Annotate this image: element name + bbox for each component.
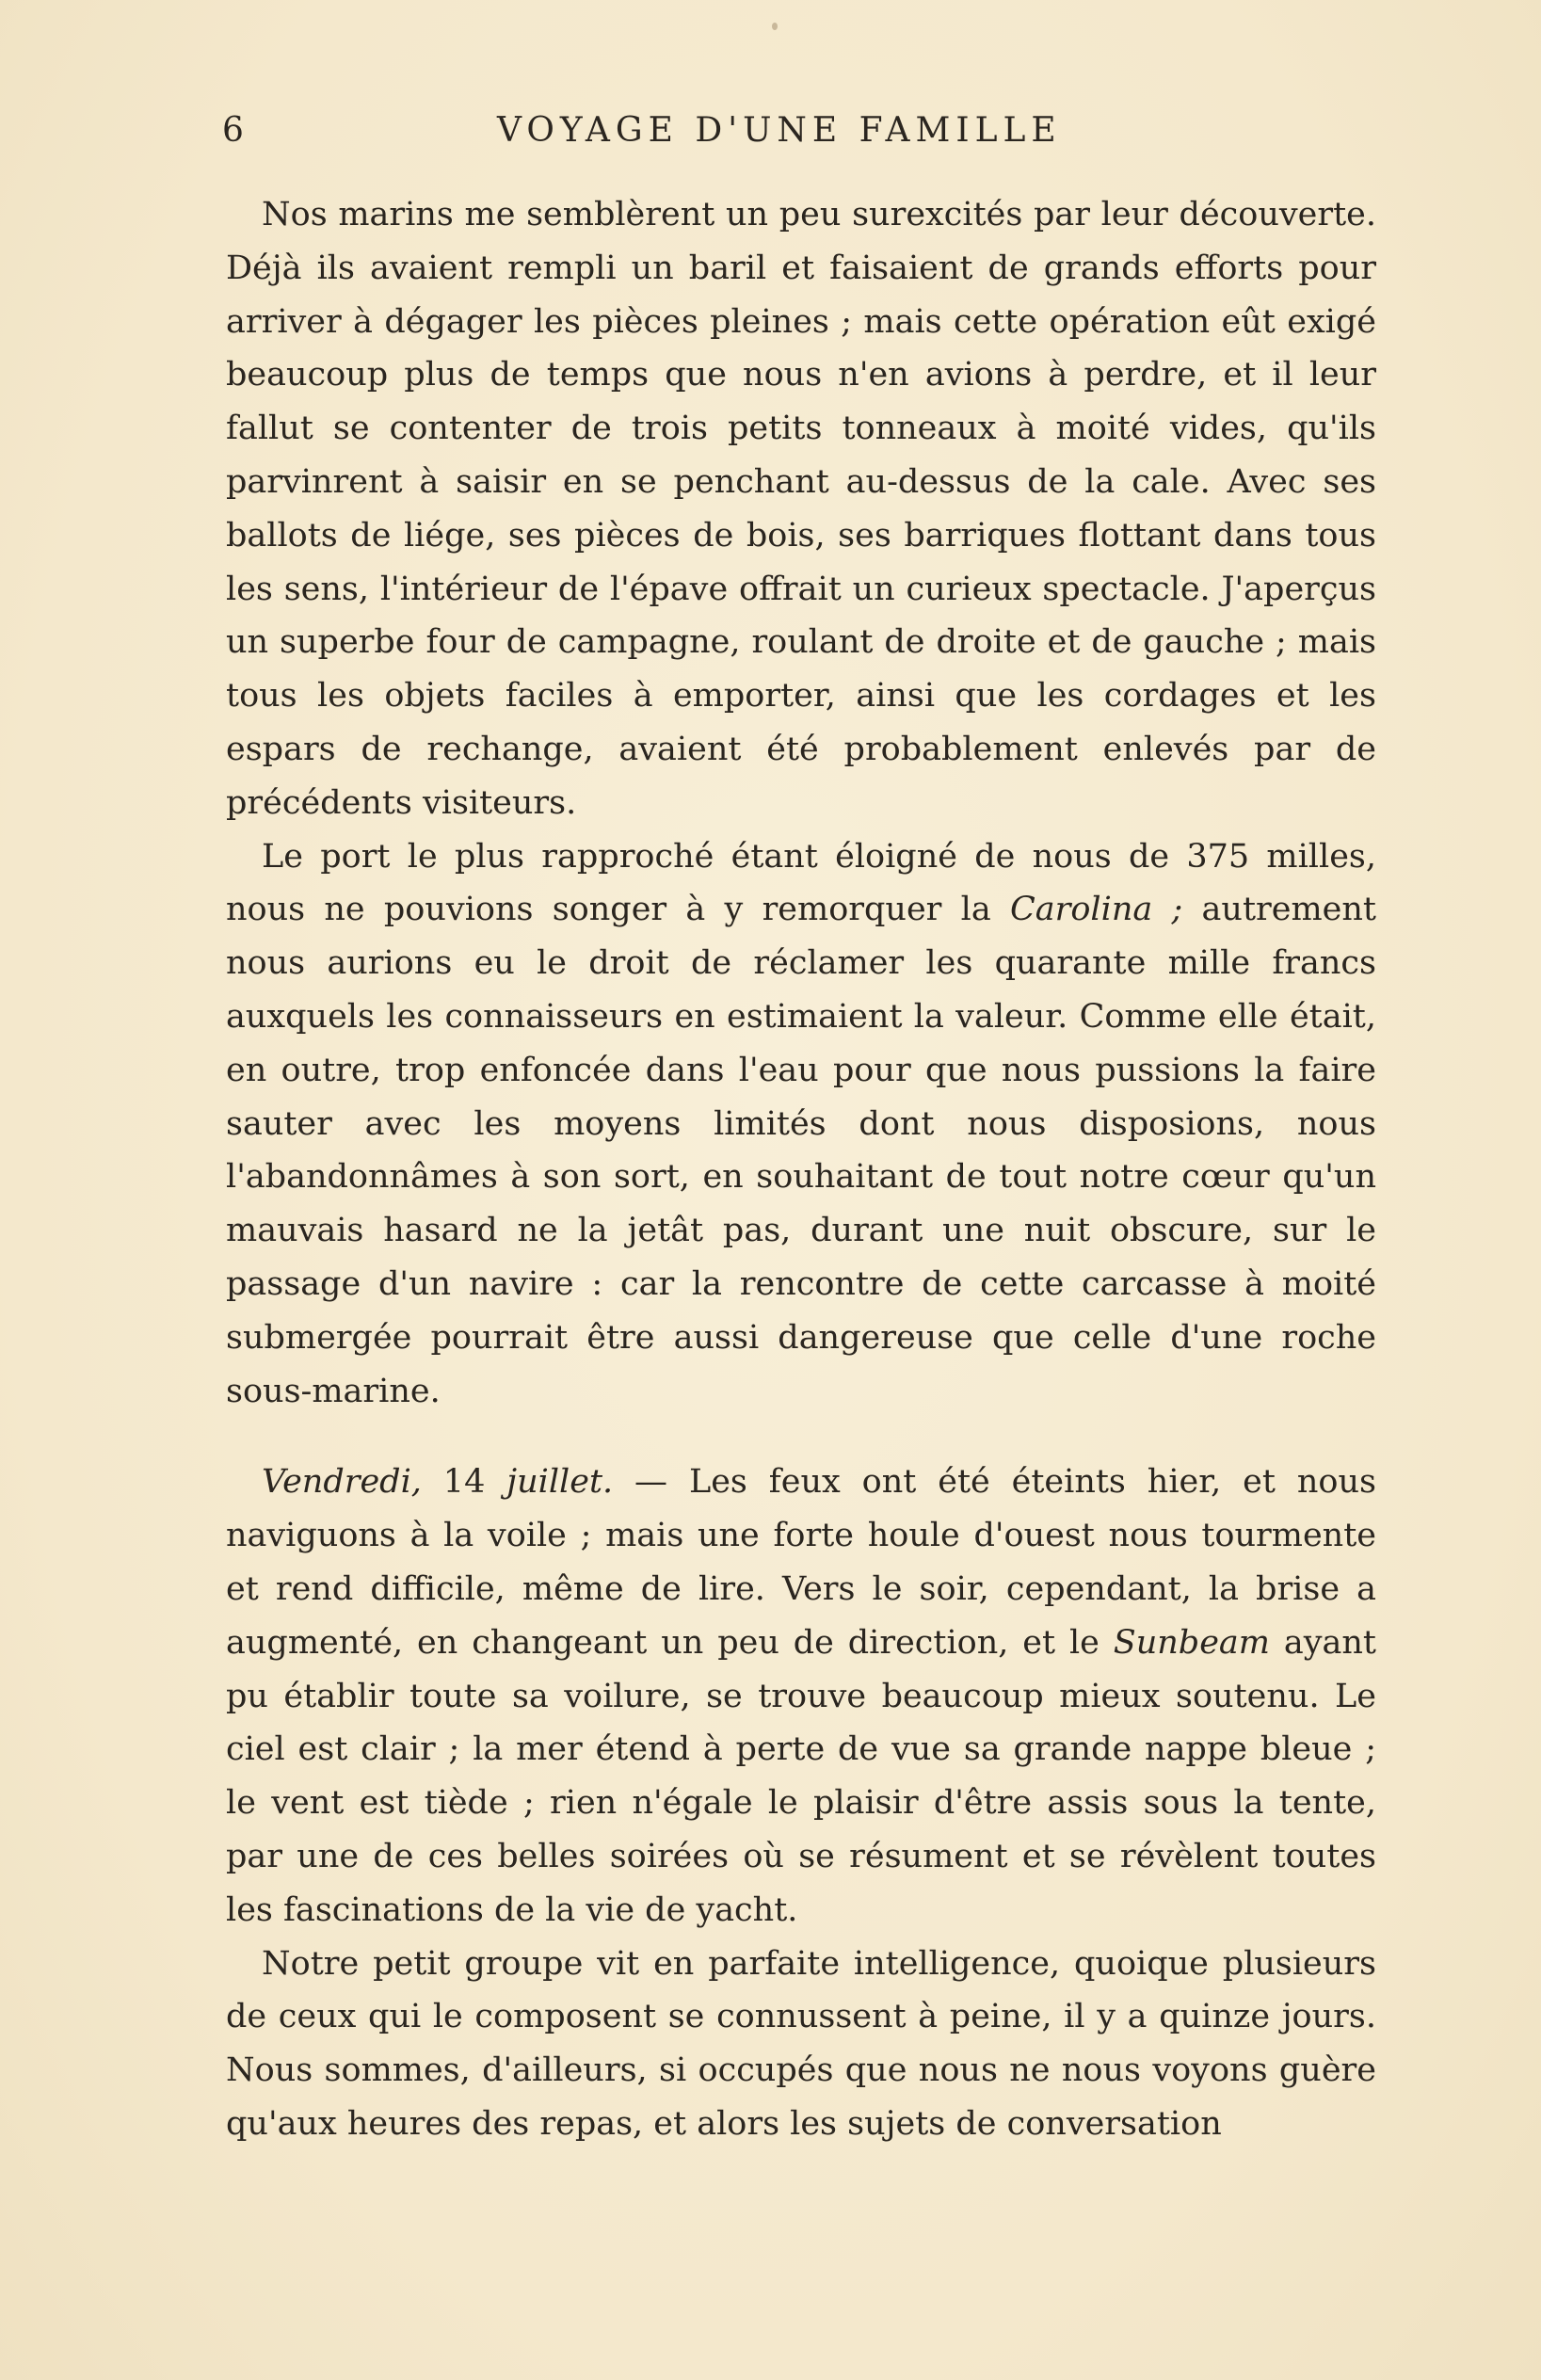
paragraph-3 bbox=[226, 1455, 1376, 1937]
body-text bbox=[226, 188, 1376, 2151]
date-number: 14 bbox=[421, 1463, 507, 1502]
paragraph-2-text-after: autrement nous aurions eu le droit de réclamer les quarante mille francs auxquels les connaisseurs en estimaient la valeur. Comme elle était, en outre, trop enfoncée dans l'eau pour que nous pussions la faire sauter avec les moyens limités dont nous disposions, nous l'abandonnâmes à son sort, en souhaitant de tout notre cœur qu'un mauvais hasard ne la jetât pas, durant une nuit obscure, sur le passage d'un navire : car la rencontre de cette carcasse à moité submergée pourrait être aussi dangereuse que celle d'une roche sous-marine. bbox=[226, 891, 1376, 1410]
page-number: 6 bbox=[222, 111, 245, 150]
ship-name-sunbeam: Sunbeam bbox=[1113, 1623, 1270, 1662]
paragraph-4 bbox=[226, 1938, 1376, 2151]
paragraph-1-text: Nos marins me semblèrent un peu surexcités par leur découverte. Déjà ils avaient rempli un baril et faisaient de grands efforts pour arriver à dégager les pièces pleines ; mais cette opération eût exigé beaucoup plus de temps que nous n'en avions à perdre, et il leur fallut se contenter de trois petits tonneaux à moité vides, qu'ils parvinrent à saisir en se penchant au-dessus de la cale. Avec ses ballots de liége, ses pièces de bois, ses barriques flottant dans tous les sens, l'intérieur de l'épave offrait un curieux spectacle. J'aperçus un superbe four de campagne, roulant de droite et de gauche ; mais tous les objets faciles à emporter, ainsi que les cordages et les espars de rechange, avaient été probablement enlevés par de précédents visiteurs. bbox=[226, 196, 1376, 822]
date-month: juillet. bbox=[506, 1463, 614, 1502]
date-day: Vendredi, bbox=[262, 1463, 422, 1502]
paragraph-4-text: Notre petit groupe vit en parfaite intelligence, quoique plusieurs de ceux qui le composent se connussent à peine, il y a quinze jours. Nous sommes, d'ailleurs, si occupés que nous ne nous voyons guère qu'aux heures des repas, et alors les sujets de conversation bbox=[226, 1944, 1376, 2143]
running-title: VOYAGE D'UNE FAMILLE bbox=[497, 111, 1062, 150]
paper-speck bbox=[772, 23, 778, 30]
paragraph-3-text-after: ayant pu établir toute sa voilure, se trouve beaucoup mieux soutenu. Le ciel est clair ; la mer étend à perte de vue sa grande nappe bleue ; le vent est tiède ; rien n'égale le plaisir d'être assis sous la tente, par une de ces belles soirées où se résument et se révèlent toutes les fascinations de la vie de yacht. bbox=[226, 1623, 1376, 1929]
paragraph-3-text-before: — Les feux ont été éteints hier, et nous naviguons à la voile ; mais une forte houle d'ouest nous tourmente et rend difficile, même de lire. Vers le soir, cependant, la brise a augmenté, en changeant un peu de direction, et le bbox=[226, 1463, 1376, 1662]
section-gap bbox=[226, 1418, 1376, 1455]
page-header bbox=[222, 111, 1389, 168]
ship-name-carolina: Carolina ; bbox=[1009, 891, 1183, 929]
paragraph-2 bbox=[226, 830, 1376, 1419]
paragraph-2-text-before: Le port le plus rapproché étant éloigné de nous de 375 milles, nous ne pouvions songer à y remorquer la bbox=[226, 837, 1376, 929]
paragraph-1 bbox=[226, 188, 1376, 830]
